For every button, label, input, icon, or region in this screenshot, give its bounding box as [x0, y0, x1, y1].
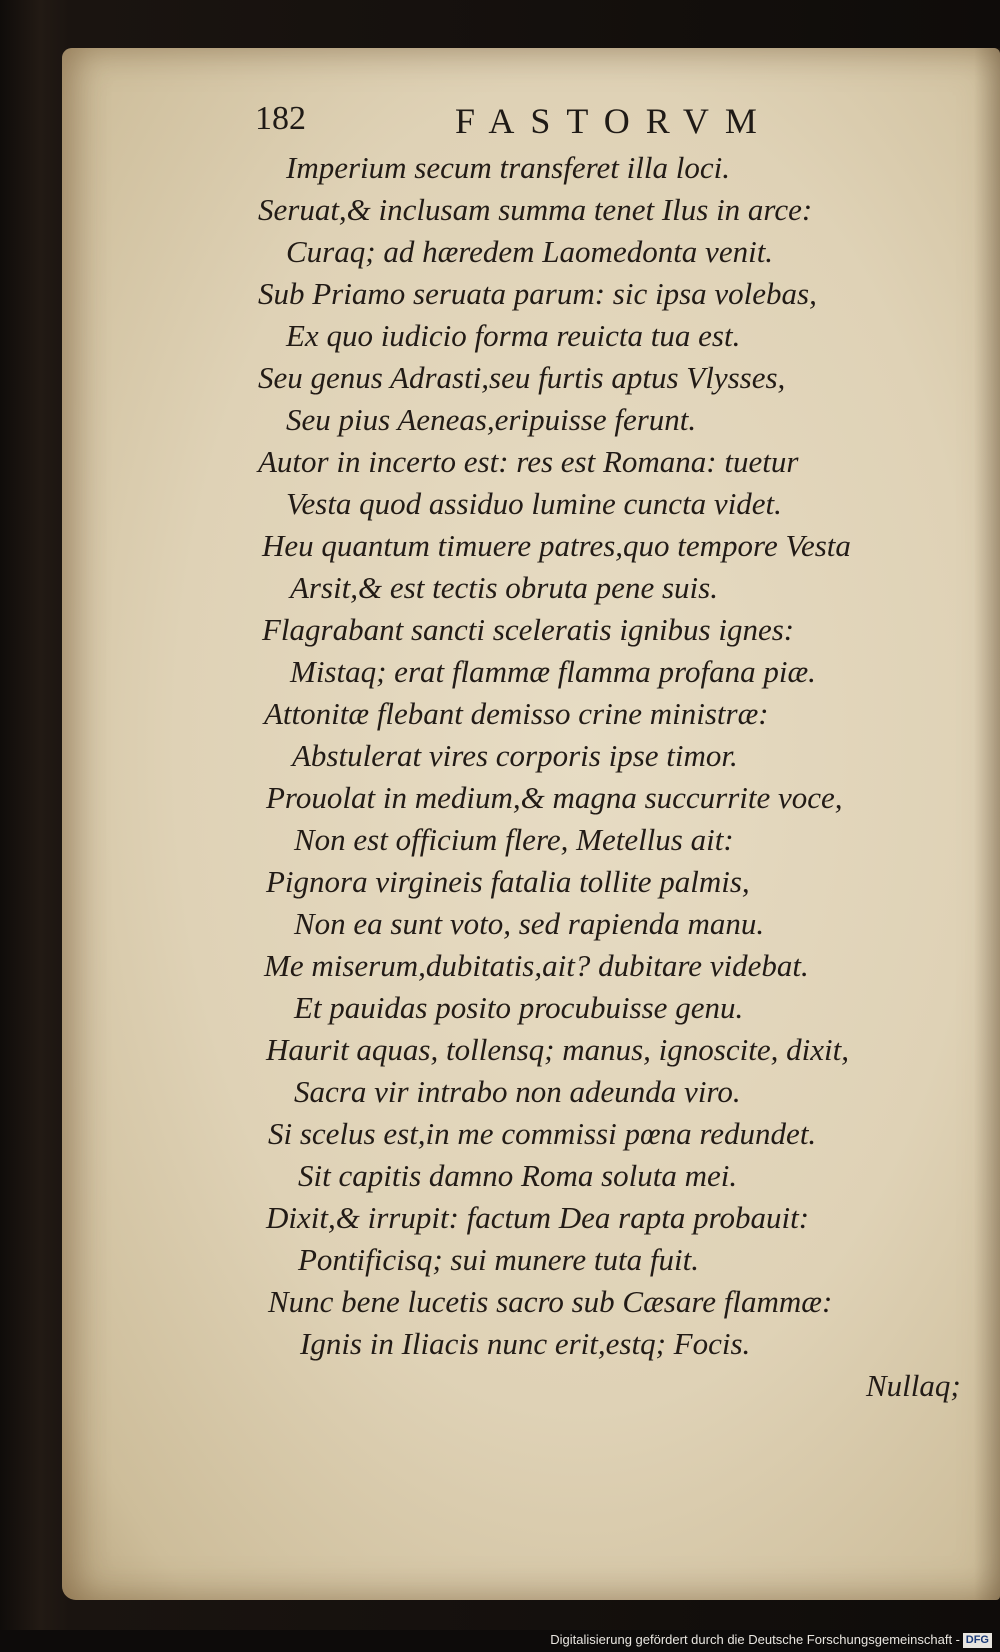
verse-line: Sub Priamo seruata parum: sic ipsa volebas, — [258, 276, 817, 311]
verse-line: Imperium secum transferet illa loci. — [286, 150, 730, 185]
verse-line: Pignora virgineis fatalia tollite palmis, — [266, 864, 750, 899]
verse-line: Pontificisq; sui munere tuta fuit. — [298, 1242, 699, 1277]
page-number: 182 — [255, 100, 306, 137]
verse-line: Non ea sunt voto, sed rapienda manu. — [294, 906, 765, 941]
verse-line: Si scelus est,in me commissi pœna redundet. — [268, 1116, 817, 1151]
verse-line: Abstulerat vires corporis ipse timor. — [292, 738, 738, 773]
verse-line: Arsit,& est tectis obruta pene suis. — [290, 570, 718, 605]
verse-line: Attonitæ flebant demisso crine ministræ: — [264, 696, 769, 731]
catchword: Nullaq; — [866, 1368, 961, 1403]
verse-line: Ignis in Iliacis nunc erit,estq; Focis. — [300, 1326, 751, 1361]
verse-line: Sacra vir intrabo non adeunda viro. — [294, 1074, 741, 1109]
verse-line: Seu pius Aeneas,eripuisse ferunt. — [286, 402, 697, 437]
verse-line: Haurit aquas, tollensq; manus, ignoscite, dixit, — [266, 1032, 849, 1067]
footer-bar — [0, 1630, 1000, 1652]
verse-line: Et pauidas posito procubuisse genu. — [294, 990, 744, 1025]
verse-line: Mistaq; erat flammæ flamma profana piæ. — [290, 654, 816, 689]
verse-line: Dixit,& irrupit: factum Dea rapta probauit: — [266, 1200, 810, 1235]
verse-line: Nunc bene lucetis sacro sub Cæsare flammæ: — [268, 1284, 833, 1319]
verse-line: Sit capitis damno Roma soluta mei. — [298, 1158, 738, 1193]
verse-line: Ex quo iudicio forma reuicta tua est. — [286, 318, 741, 353]
verse-line: Heu quantum timuere patres,quo tempore Vesta — [262, 528, 851, 563]
verse-line: Vesta quod assiduo lumine cuncta videt. — [286, 486, 782, 521]
verse-line: Non est officium flere, Metellus ait: — [294, 822, 734, 857]
verse-line: Autor in incerto est: res est Romana: tuetur — [258, 444, 799, 479]
verse-line: Seruat,& inclusam summa tenet Ilus in arce: — [258, 192, 813, 227]
running-head: FASTORVM — [455, 101, 773, 141]
verse-line: Seu genus Adrasti,seu furtis aptus Vlysses, — [258, 360, 786, 395]
verse-line: Flagrabant sancti sceleratis ignibus ignes: — [262, 612, 795, 647]
verse-line: Prouolat in medium,& magna succurrite voce, — [266, 780, 843, 815]
verse-line: Me miserum,dubitatis,ait? dubitare videbat. — [264, 948, 809, 983]
verse-line: Curaq; ad hæredem Laomedonta venit. — [286, 234, 774, 269]
footer-credit: Digitalisierung gefördert durch die Deutsche Forschungsgemeinschaft - — [550, 1632, 960, 1647]
dfg-logo: DFG — [963, 1633, 992, 1648]
